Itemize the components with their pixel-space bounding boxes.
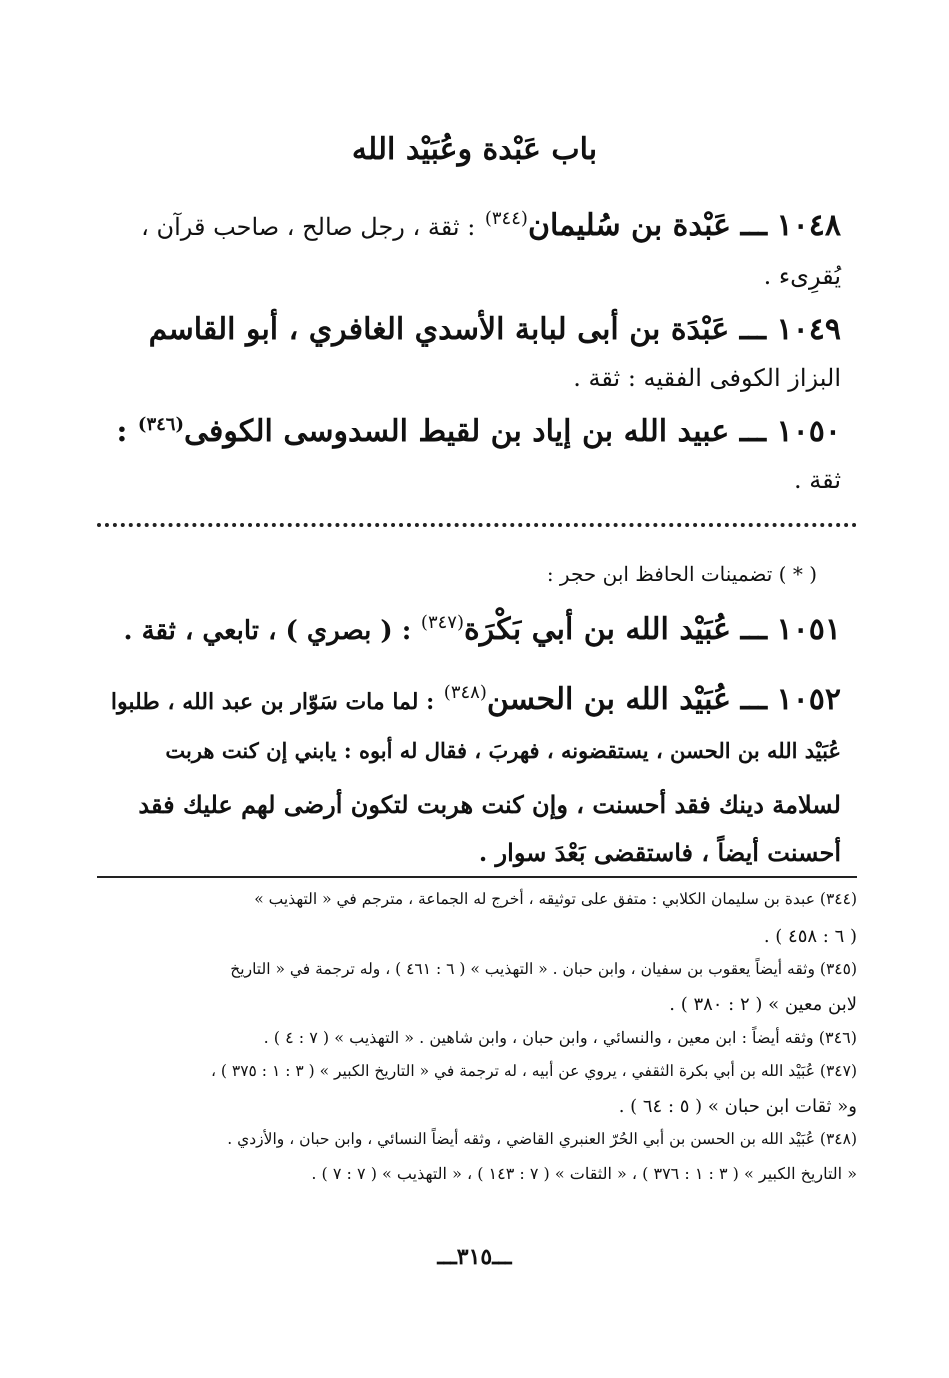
footnote-348-line1: (٣٤٨) عُبَيْد الله بن الحسن بن أبي الحُرّ العنبري القاضي ، وثقه أيضاً النسائي ، وابن حبان ، والأزدي . — [227, 1130, 857, 1148]
footnote-345-line1: (٣٤٥) وثقه أيضاً يعقوب بن سفيان ، وابن حبان . « التهذيب » ( ٦ : ٤٦١ ) ، وله ترجمة في « التاريخ — [230, 960, 857, 978]
dash: ـــ — [739, 414, 767, 449]
insertion-note: ( * ) تضمينات الحافظ ابن حجر : — [546, 562, 817, 586]
dash: ـــ — [739, 312, 767, 347]
entry-name: عَبْدَة بن أبى لبابة الأسدي الغافري ، أبو القاسم — [148, 312, 730, 347]
footnote-ref: (٣٤٧) — [420, 612, 464, 633]
entry-1048-line1 — [141, 208, 841, 243]
entry-text: : لما مات سَوّار بن عبد الله ، طلبوا — [110, 689, 435, 715]
entry-number: ١٠٥٠ — [776, 414, 841, 449]
entry-1052-line1 — [111, 682, 841, 717]
dash: ـــ — [740, 682, 767, 717]
entry-text: : ( بصري ) ، تابعي ، ثقة . — [123, 616, 412, 646]
dash: ـــ — [740, 612, 767, 647]
footnote-ref: (٣٤٤) — [484, 208, 528, 229]
entry-name: عُبَيْد الله بن الحسن — [486, 682, 732, 717]
entry-number: ١٠٥١ — [776, 612, 841, 647]
chapter-title: باب عَبْدة وعُبَيْد الله — [351, 132, 598, 167]
entry-name: عبيد الله بن إياد بن لقيط السدوسى الكوفى — [184, 414, 730, 449]
entry-name: عُبَيْد الله بن أبي بَكْرَة — [463, 612, 732, 647]
footnote-346: (٣٤٦) وثقه أيضاً : ابن معين ، والنسائي ، وابن حبان ، وابن شاهين . « التهذيب » ( ٧ : ٤ ) . — [263, 1028, 857, 1047]
footnote-ref: (٣٤٨) — [443, 682, 487, 703]
footnote-347-line1: (٣٤٧) عُبَيْد الله بن أبي بكرة الثقفي ، يروي عن أبيه ، له ترجمة في « التاريخ الكبير » ( ٣ : ١ : ٣٧٥ ) ، — [210, 1062, 857, 1080]
colon: : — [116, 414, 128, 449]
footnote-348-line2: « التاريخ الكبير » ( ٣ : ١ : ٣٧٦ ) ، « الثقات » ( ٧ : ١٤٣ ) ، « التهذيب » ( ٧ : ٧ ) . — [311, 1164, 857, 1183]
entry-1049-line1 — [149, 312, 841, 347]
entry-number: ١٠٥٢ — [776, 682, 841, 717]
entry-1052-line2: عُبَيْد الله بن الحسن ، يستقضونه ، فهربَ ، فقال له أبوه : يابني إن كنت هربت — [165, 738, 841, 763]
entry-1048-line2: يُقرِىء . — [763, 262, 841, 290]
footnote-344-line2: ( ٦ : ٤٥٨ ) . — [763, 926, 857, 947]
footnote-separator — [97, 876, 857, 878]
dotted-divider — [97, 523, 857, 533]
footnote-347-line2: و« ثقات ابن حبان » ( ٥ : ٦٤ ) . — [618, 1096, 857, 1117]
entry-1052-line4: أحسنت أيضاً ، فاستقضى بَعْدَ سوار . — [478, 838, 841, 867]
entry-1052-line3: لسلامة دينك فقد أحسنت ، وإن كنت هربت لتكون أرضى لهم عليك فقد — [138, 790, 841, 819]
entry-1051-line — [123, 612, 841, 647]
entry-1050-line1 — [116, 414, 841, 449]
entry-name: عَبْدة بن سُليمان — [527, 208, 732, 243]
page-number: ـــ٣١٥ـــ — [437, 1244, 512, 1270]
entry-1049-line2: البزاز الكوفى الفقيه : ثقة . — [573, 364, 841, 392]
footnote-345-line2: لابن معين » ( ٢ : ٣٨٠ ) . — [669, 994, 857, 1015]
footnote-ref: (٣٤٦) — [137, 414, 184, 435]
entry-number: ١٠٤٩ — [776, 312, 841, 347]
entry-1050-line2: ثقة . — [794, 466, 841, 494]
entry-text: : ثقة ، رجل صالح ، صاحب قرآن ، — [141, 213, 476, 241]
entry-number: ١٠٤٨ — [776, 208, 841, 243]
footnote-344-line1: (٣٤٤) عبدة بن سليمان الكلابي : متفق على توثيقه ، أخرج له الجماعة ، مترجم في « التهذيب » — [254, 890, 857, 908]
dash: ـــ — [740, 208, 767, 243]
